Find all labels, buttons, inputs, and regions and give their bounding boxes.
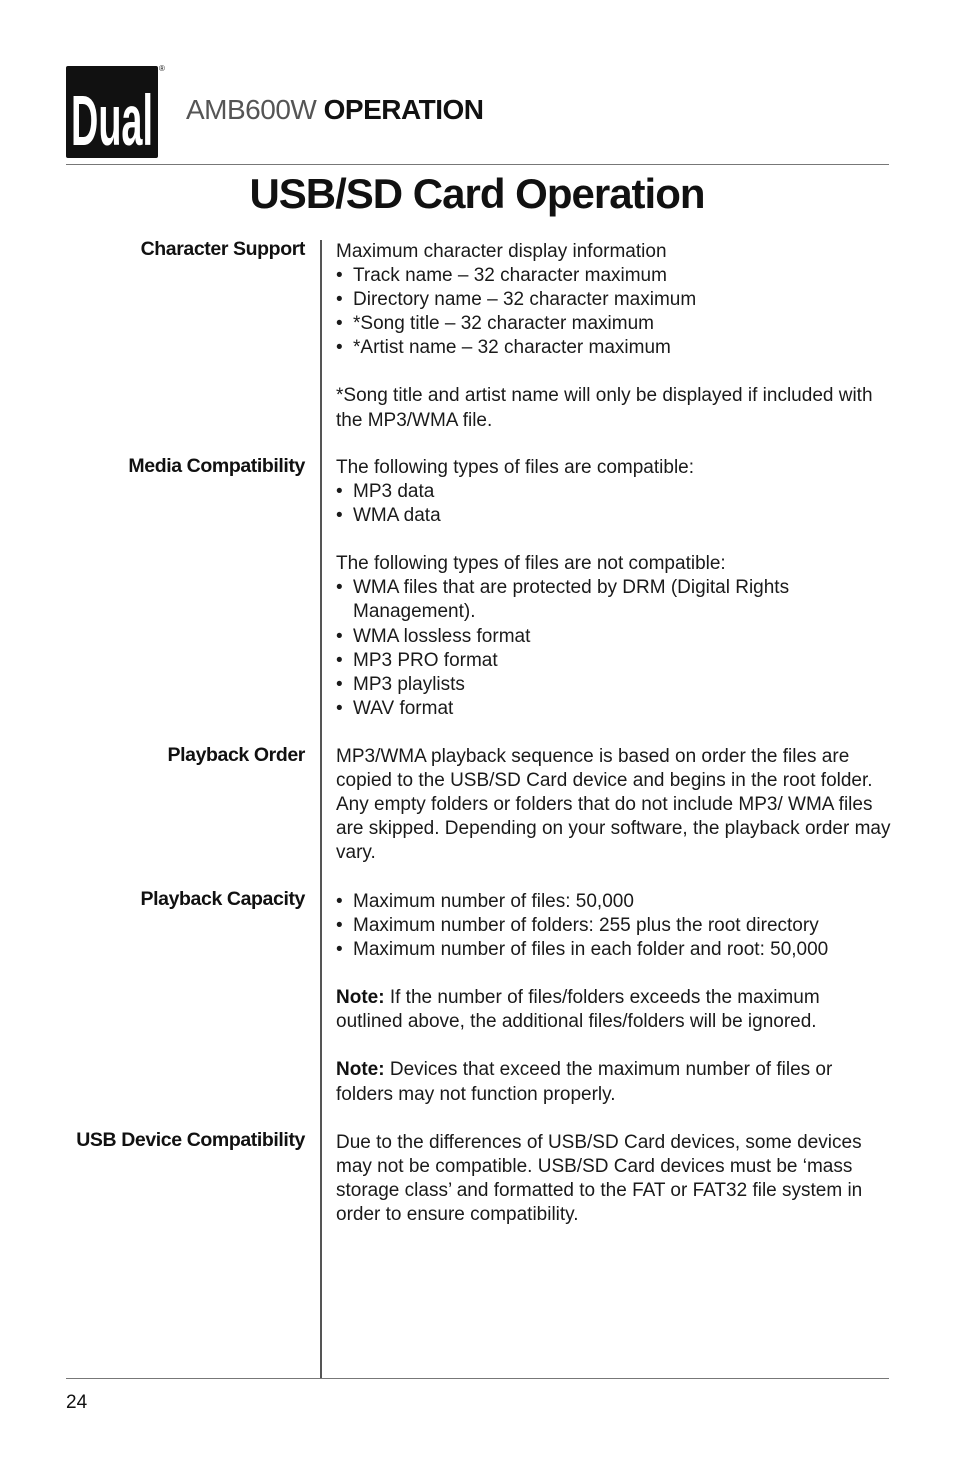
character-support-footnote: *Song title and artist name will only be displayed if included with the MP3/WMA file.	[336, 385, 873, 431]
note-label: Note:	[336, 987, 385, 1009]
dual-logo-mark	[66, 66, 158, 161]
usb-device-compatibility-text: Due to the differences of USB/SD Card devices, some devices may not be compatible. USB/SD Card devices must be ‘mass storage class’ and formatted to the FAT or FAT32 file system in order to ensure compatibility.	[336, 1132, 863, 1226]
note-2	[336, 1058, 884, 1106]
list-item: • MP3 data	[336, 480, 896, 504]
label-usb-device-compatibility: USB Device Compatibility	[76, 1129, 305, 1151]
media-compatibility-body	[336, 456, 896, 721]
logo-text: Dual	[71, 80, 153, 161]
list-item: • WAV format	[336, 697, 896, 721]
note-1	[336, 986, 876, 1034]
list-item: • MP3 playlists	[336, 673, 896, 697]
list-item: • WMA data	[336, 504, 896, 528]
list-item: • Maximum number of files in each folder and root: 50,000	[336, 938, 896, 962]
playback-capacity-body	[336, 890, 896, 1107]
section-name: OPERATION	[323, 94, 484, 125]
column-divider	[320, 240, 322, 1378]
footer-rule	[66, 1378, 889, 1379]
note-label: Note:	[336, 1059, 385, 1081]
character-support-intro: Maximum character display information	[336, 241, 667, 262]
list-item: • Maximum number of folders: 255 plus the root directory	[336, 914, 896, 938]
list-item: • Maximum number of files: 50,000	[336, 890, 896, 914]
usb-device-compatibility-body	[336, 1131, 884, 1227]
page-title: USB/SD Card Operation	[249, 170, 705, 217]
page-number: 24	[66, 1392, 88, 1413]
dual-logo	[66, 66, 158, 161]
note-1-text: If the number of files/folders exceeds the maximum outlined above, the additional files/folders will be ignored.	[336, 987, 820, 1033]
list-item: • *Artist name – 32 character maximum	[336, 336, 896, 360]
list-item: • MP3 PRO format	[336, 649, 896, 673]
playback-order-text: MP3/WMA playback sequence is based on order the files are copied to the USB/SD Card device and begins in the root folder. Any empty folders or folders that do not include MP3/ WMA files are skipped. Depending on your software, the playback order may vary.	[336, 746, 891, 864]
list-item: • WMA files that are protected by DRM (Digital Rights Management).	[336, 576, 833, 624]
incompatible-intro: The following types of files are not compatible:	[336, 553, 726, 575]
label-media-compatibility: Media Compatibility	[128, 455, 305, 477]
note-2-text: Devices that exceed the maximum number of files or folders may not function properly.	[336, 1059, 833, 1105]
compatible-intro: The following types of files are compatible:	[336, 457, 695, 478]
character-support-body	[336, 240, 896, 433]
model-name: AMB600W	[186, 94, 317, 125]
model-operation-heading	[186, 94, 484, 126]
registered-mark: ®	[159, 64, 165, 73]
list-item: • Track name – 32 character maximum	[336, 264, 896, 288]
list-item: • *Song title – 32 character maximum	[336, 312, 896, 336]
label-playback-order: Playback Order	[167, 744, 305, 766]
playback-order-body	[336, 745, 892, 865]
label-playback-capacity: Playback Capacity	[140, 888, 305, 910]
list-item: • Directory name – 32 character maximum	[336, 288, 896, 312]
list-item: • WMA lossless format	[336, 625, 896, 649]
header-rule	[66, 164, 889, 165]
label-character-support: Character Support	[140, 238, 305, 260]
